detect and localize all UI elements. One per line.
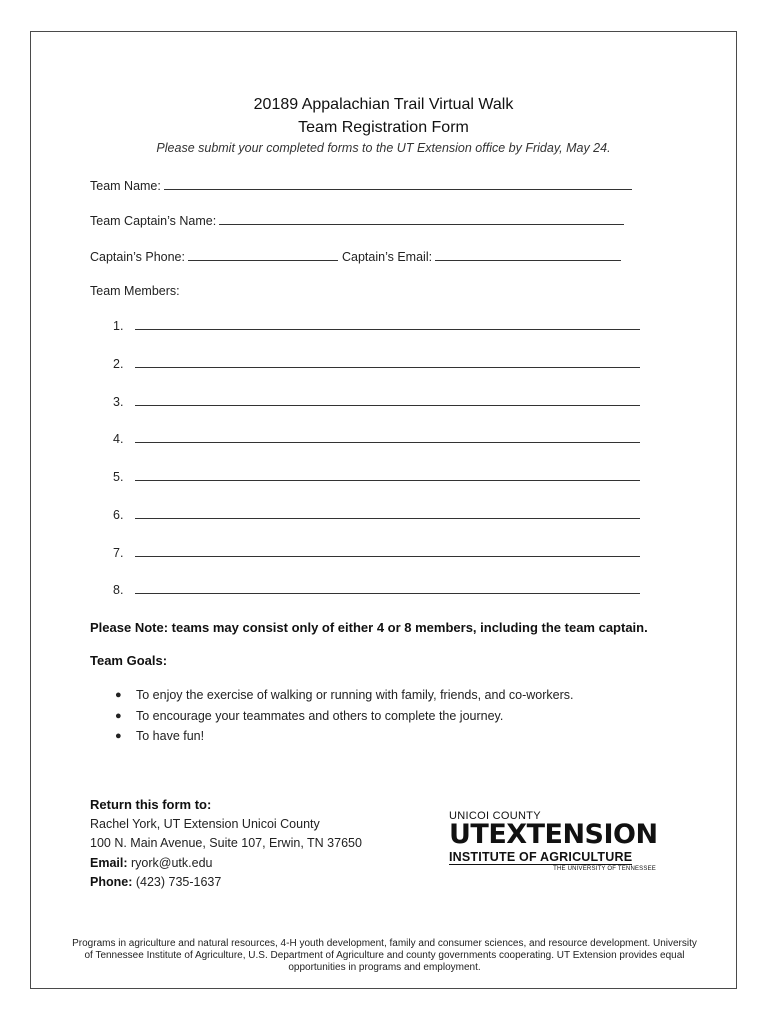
team-name-row	[90, 179, 632, 193]
team-size-note: Please Note: teams may consist only of either 4 or 8 members, including the team captain.	[90, 620, 648, 635]
return-contact-block	[90, 795, 362, 893]
footer-disclaimer: Programs in agriculture and natural resources, 4-H youth development, family and consumer sciences, and resource development. University of Tennessee Institute of Agriculture, U.S. Department of Agriculture and county governments cooperating. UT Extension provides equal opportunities in programs and employment.	[72, 938, 697, 973]
member-row	[113, 357, 640, 371]
team-name-field[interactable]	[164, 188, 632, 190]
member-field[interactable]	[135, 479, 640, 481]
contact-email[interactable]: ryork@utk.edu	[131, 855, 213, 870]
logo-county: UNICOI COUNTY	[449, 810, 541, 822]
team-name-label: Team Name:	[90, 179, 161, 193]
phone-label: Phone:	[90, 875, 133, 889]
list-item: ● To encourage your teammates and others to complete the journey.	[115, 708, 504, 723]
member-number: 8.	[113, 583, 124, 597]
member-field[interactable]	[135, 441, 640, 443]
team-goals-heading: Team Goals:	[90, 653, 168, 668]
form-subtitle: Please submit your completed forms to the UT Extension office by Friday, May 24.	[156, 141, 611, 155]
team-members-row	[90, 284, 180, 298]
member-field[interactable]	[135, 592, 640, 594]
team-members-label: Team Members:	[90, 284, 180, 298]
member-field[interactable]	[135, 366, 640, 368]
bullet-icon: ●	[115, 689, 122, 702]
member-number: 4.	[113, 432, 124, 446]
contact-phone-row	[90, 873, 362, 893]
member-field[interactable]	[135, 404, 640, 406]
team-captain-name-label: Team Captain’s Name:	[90, 214, 217, 228]
form-title-line2: Team Registration Form	[298, 119, 469, 136]
captain-email-label: Captain’s Email:	[341, 250, 433, 264]
member-row	[113, 508, 640, 522]
bullet-icon: ●	[115, 730, 122, 743]
email-label: Email:	[90, 855, 128, 870]
contact-email-row	[90, 854, 362, 874]
member-row	[113, 395, 640, 409]
member-number: 7.	[113, 546, 124, 560]
member-row	[113, 470, 640, 484]
contact-name: Rachel York, UT Extension Unicoi County	[90, 816, 320, 831]
list-item: ● To have fun!	[115, 729, 205, 744]
logo-university: THE UNIVERSITY OF TENNESSEE	[553, 866, 656, 872]
member-row	[113, 319, 640, 333]
member-number: 1.	[113, 319, 124, 333]
member-row	[113, 432, 640, 446]
team-captain-name-row	[90, 214, 624, 228]
team-captain-name-field[interactable]	[219, 223, 624, 225]
member-row	[113, 583, 640, 597]
form-page	[30, 31, 737, 989]
member-field[interactable]	[135, 517, 640, 519]
logo-institute: INSTITUTE OF AGRICULTURE	[449, 850, 633, 864]
member-field[interactable]	[135, 555, 640, 557]
form-title-line1: 20189 Appalachian Trail Virtual Walk	[253, 96, 514, 113]
member-number: 2.	[113, 357, 124, 371]
logo-brand: UTEXTENSION	[449, 819, 658, 850]
bullet-icon: ●	[115, 709, 122, 722]
ut-extension-logo	[449, 810, 659, 870]
contact-address: 100 N. Main Avenue, Suite 107, Erwin, TN 37650	[90, 836, 362, 850]
member-number: 5.	[113, 470, 124, 484]
list-item: ● To enjoy the exercise of walking or running with family, friends, and co-workers.	[115, 688, 574, 703]
captain-phone-label: Captain’s Phone:	[90, 250, 185, 264]
captain-contact-row	[90, 250, 621, 264]
return-heading: Return this form to:	[90, 797, 212, 812]
captain-phone-field[interactable]	[188, 259, 338, 261]
team-goals-list	[115, 685, 573, 747]
member-number: 3.	[113, 395, 124, 409]
contact-phone: (423) 735-1637	[135, 875, 222, 889]
member-number: 6.	[113, 508, 124, 522]
member-field[interactable]	[135, 328, 640, 330]
captain-email-field[interactable]	[435, 259, 621, 261]
member-row	[113, 546, 640, 560]
